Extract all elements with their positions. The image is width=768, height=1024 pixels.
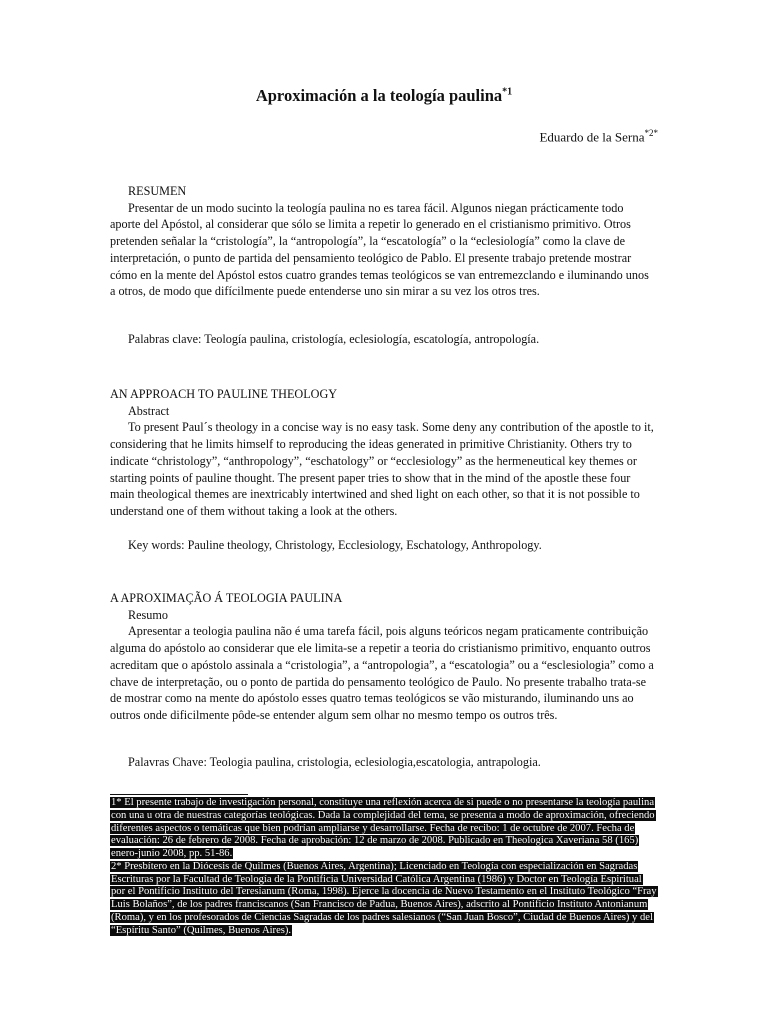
- portuguese-subheading: Resumo: [128, 607, 168, 622]
- resumen-keywords-block: [110, 331, 655, 348]
- author-footnote-mark: *2*: [644, 128, 658, 138]
- resumen-section: [110, 183, 655, 300]
- english-section: [110, 386, 655, 520]
- resumen-keywords: Palabras clave: Teología paulina, cristología, eclesiología, escatología, antropología.: [128, 332, 540, 346]
- footnote-separator: [110, 794, 248, 795]
- english-keywords-block: [110, 537, 655, 554]
- author-name: Eduardo de la Serna: [539, 129, 645, 145]
- english-keywords: Key words: Pauline theology, Christology, Ecclesiology, Eschatology, Anthropology.: [128, 538, 542, 552]
- footnote-1-text: 1* El presente trabajo de investigación personal, constituye una reflexión acerca de si puede o no presentarse la teología paulina con una u otra de nuestras categorías teológicas. Dada la complejidad del tema, se presenta a modo de aproximación, ofreciendo diferentes aspectos o temáticas que bien podrían ampliarse y desarrollarse. Fecha de recibo: 1 de octubre de 2007. Fecha de evaluación: 26 de febrero de 2008. Fecha de aprobación: 12 de marzo de 2008. Publicado en Theologica Xaveriana 58 (165) enero-junio 2008, pp. 51-86.: [111, 797, 655, 859]
- author-line: [539, 128, 658, 145]
- portuguese-body: Apresentar a teologia paulina não é uma tarefa fácil, pois alguns teóricos negam praticamente contribuição alguma do apóstolo ao considerar que ele limita-se a repetir a teoria do cristianismo primitivo, enquanto outros acreditam que o apóstolo assinala a “cristologia”, a “antropologia”, a “escatologia” ou a “esclesiologia” como a chave de interpretação, ou o ponto de partida do pensamento teológico de Paulo. No presente trabalho trata-se de mostrar como na mente do apóstolo esses quatro temas teológicos se vão misturando, iluminando uns ao outros onde dificilmente pôde-se entender algum sem olhar no mesmo tempo os outros três.: [110, 624, 654, 722]
- document-title: [0, 86, 768, 106]
- footnote-1: [110, 797, 658, 861]
- english-heading: AN APPROACH TO PAULINE THEOLOGY: [110, 387, 338, 401]
- footnote-2: [110, 861, 658, 938]
- portuguese-keywords-block: [110, 754, 655, 771]
- portuguese-keywords: Palavras Chave: Teologia paulina, cristologia, eclesiologia,escatologia, antrapologia.: [128, 755, 541, 769]
- title-text: Aproximación a la teología paulina: [255, 86, 503, 105]
- portuguese-heading: A APROXIMAÇÃO Á TEOLOGIA PAULINA: [110, 591, 343, 605]
- english-subheading: Abstract: [128, 403, 170, 418]
- footnote-2-text: 2* Presbítero en la Diócesis de Quilmes (Buenos Aires, Argentina); Licenciado en Teología con especialización en Sagradas Escrituras por la Facultad de Teología de la Pontificia Universidad Católica Argentina (1986) y Doctor en Teología Espiritual por el Pontificio Instituto del Teresianum (Roma, 1998). Ejerce la docencia de Nuevo Testamento en el Instituto Teológico “Fray Luis Bolaños”, de los padres franciscanos (San Francisco de Padua, Buenos Aires), adscrito al Pontificio Instituto Antonianum (Roma), y en los profesorados de Ciencias Sagradas de los padres salesianos (“San Juan Bosco”, Ciudad de Buenos Aires) y del “Espíritu Santo” (Quilmes, Buenos Aires).: [111, 860, 657, 936]
- portuguese-section: [110, 590, 655, 724]
- resumen-body: Presentar de un modo sucinto la teología paulina no es tarea fácil. Algunos niegan prácticamente todo aporte del Apóstol, al considerar que sólo se limita a repetir lo generado en el cristianismo primitivo. Otros pretenden señalar la “cristología”, la “antropología”, la “escatología” o la “eclesiología” como la clave de interpretación, o punto de partida del pensamiento teológico de Pablo. El presente trabajo pretende mostrar cómo en la mente del Apóstol estos cuatro grandes temas teológicos se van entremezclando e iluminando unos a otros, de modo que difícilmente puede entenderse uno sin mirar a su vez los otros tres.: [110, 200, 649, 299]
- resumen-heading: RESUMEN: [128, 184, 187, 198]
- title-footnote-mark: *1: [502, 86, 513, 98]
- footnotes: [110, 797, 658, 937]
- english-body: To present Paul´s theology in a concise way is no easy task. Some deny any contribution of the apostle to it, considering that he limits himself to reproducing the ideas generated in primitive Christianity. Others try to indicate “christology”, “anthropology”, “eschatology” or “ecclesiology” as the hermeneutical key themes or starting points of pauline thought. The present paper tries to show that in the mind of the apostle these four main theological themes are inextricably intertwined and shed light on each other, so that it is not possible to understand one of them without taking a look at the others.: [110, 420, 654, 518]
